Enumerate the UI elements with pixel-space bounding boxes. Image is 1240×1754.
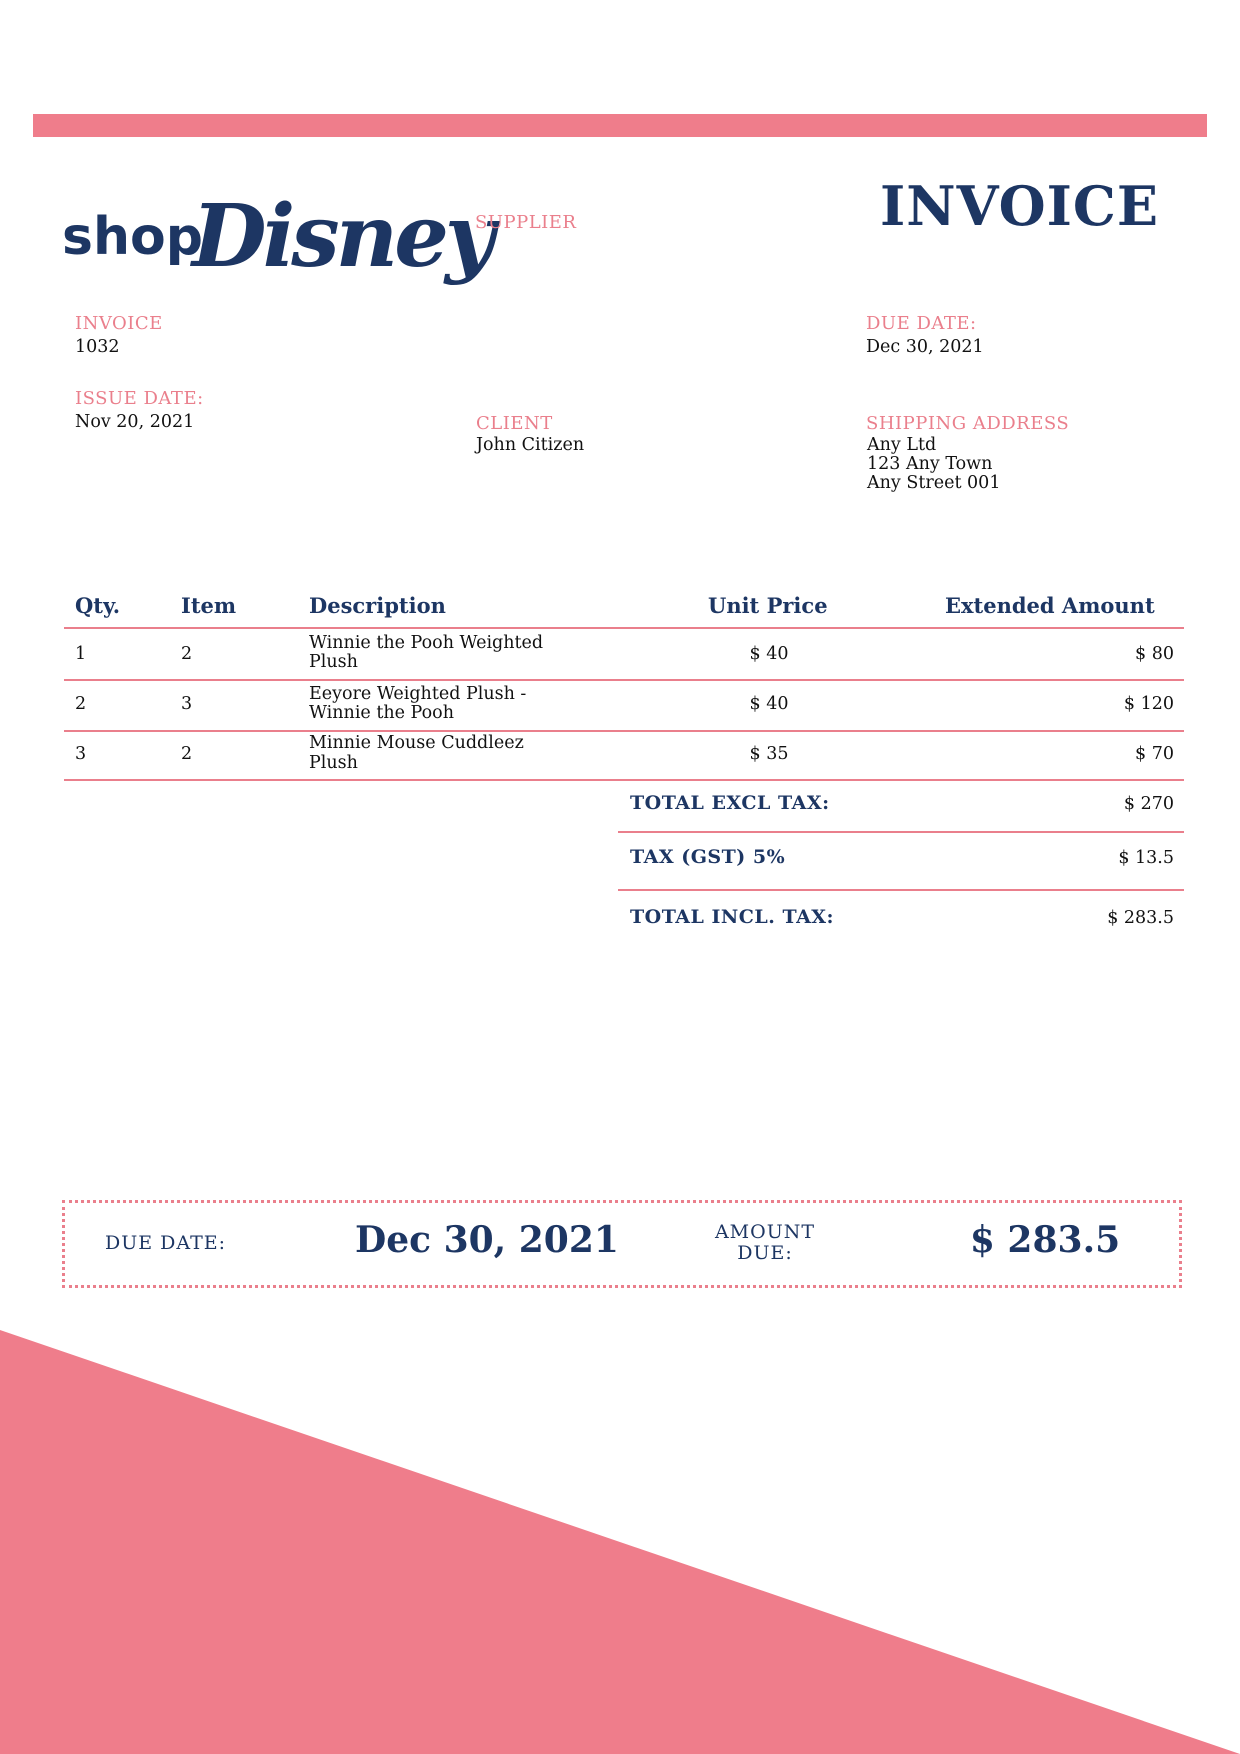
column-header-qty: Qty.	[75, 593, 121, 618]
total-excl-tax-value: $ 270	[1123, 794, 1174, 814]
row-unit-price: $ 40	[749, 644, 789, 664]
row-qty: 1	[75, 644, 87, 664]
issue-date: Nov 20, 2021	[75, 412, 195, 432]
tax-value: $ 13.5	[1118, 848, 1174, 868]
corner-accent-shape	[0, 1330, 1240, 1754]
row-extended-amount: $ 80	[1135, 644, 1174, 664]
due-date: Dec 30, 2021	[866, 337, 984, 357]
total-incl-tax-value: $ 283.5	[1107, 908, 1174, 928]
row-description-line: Plush	[309, 753, 358, 773]
due-box-amount-label-line: AMOUNT	[714, 1221, 816, 1243]
row-extended-amount: $ 70	[1135, 744, 1174, 764]
top-accent-bar	[33, 114, 1207, 137]
due-box-date: Dec 30, 2021	[355, 1219, 619, 1261]
column-header-item: Item	[181, 593, 237, 618]
row-description-line: Winnie the Pooh	[309, 703, 454, 723]
due-box-amount-label	[700, 1222, 830, 1264]
row-item: 2	[181, 644, 193, 664]
table-divider	[64, 779, 1184, 781]
row-item: 2	[181, 744, 193, 764]
svg-text:Disney: Disney	[192, 186, 491, 287]
table-divider	[64, 627, 1184, 629]
supplier-label: SUPPLIER	[475, 212, 577, 233]
due-box-amount: $ 283.5	[969, 1219, 1121, 1261]
client-name: John Citizen	[476, 435, 585, 455]
due-box-amount-label-line: DUE:	[737, 1242, 793, 1264]
column-header-extended-amount: Extended Amount	[945, 593, 1155, 618]
total-incl-tax-label: TOTAL INCL. TAX:	[630, 906, 835, 928]
issue-date-label: ISSUE DATE:	[75, 388, 204, 409]
shipping-address-line: Any Ltd	[867, 435, 937, 455]
totals-divider	[618, 831, 1184, 833]
table-divider	[64, 679, 1184, 681]
row-description-line: Eeyore Weighted Plush -	[309, 684, 527, 704]
column-header-unit-price: Unit Price	[708, 593, 828, 618]
shipping-address-line: 123 Any Town	[867, 454, 993, 474]
total-excl-tax-label: TOTAL EXCL TAX:	[630, 792, 830, 814]
shipping-address-line: Any Street 001	[867, 473, 1001, 493]
totals-divider	[618, 889, 1184, 891]
shipping-address-label: SHIPPING ADDRESS	[866, 413, 1070, 434]
shopdisney-logo	[62, 176, 491, 296]
row-qty: 3	[75, 744, 87, 764]
row-item: 3	[181, 694, 193, 714]
row-unit-price: $ 40	[749, 694, 789, 714]
invoice-number-label: INVOICE	[75, 313, 163, 334]
due-date-label: DUE DATE:	[866, 313, 977, 334]
due-box-date-label: DUE DATE:	[105, 1232, 227, 1254]
column-header-description: Description	[309, 593, 446, 618]
document-title: INVOICE	[880, 174, 1160, 238]
row-qty: 2	[75, 694, 87, 714]
row-description-line: Plush	[309, 652, 358, 672]
tax-label: TAX (GST) 5%	[630, 846, 786, 868]
client-label: CLIENT	[476, 413, 553, 434]
row-description-line: Minnie Mouse Cuddleez	[309, 733, 524, 753]
invoice-number: 1032	[75, 337, 120, 357]
row-extended-amount: $ 120	[1123, 694, 1174, 714]
svg-text:shop: shop	[62, 207, 203, 267]
row-unit-price: $ 35	[749, 744, 789, 764]
table-divider	[64, 730, 1184, 732]
row-description-line: Winnie the Pooh Weighted	[309, 633, 544, 653]
